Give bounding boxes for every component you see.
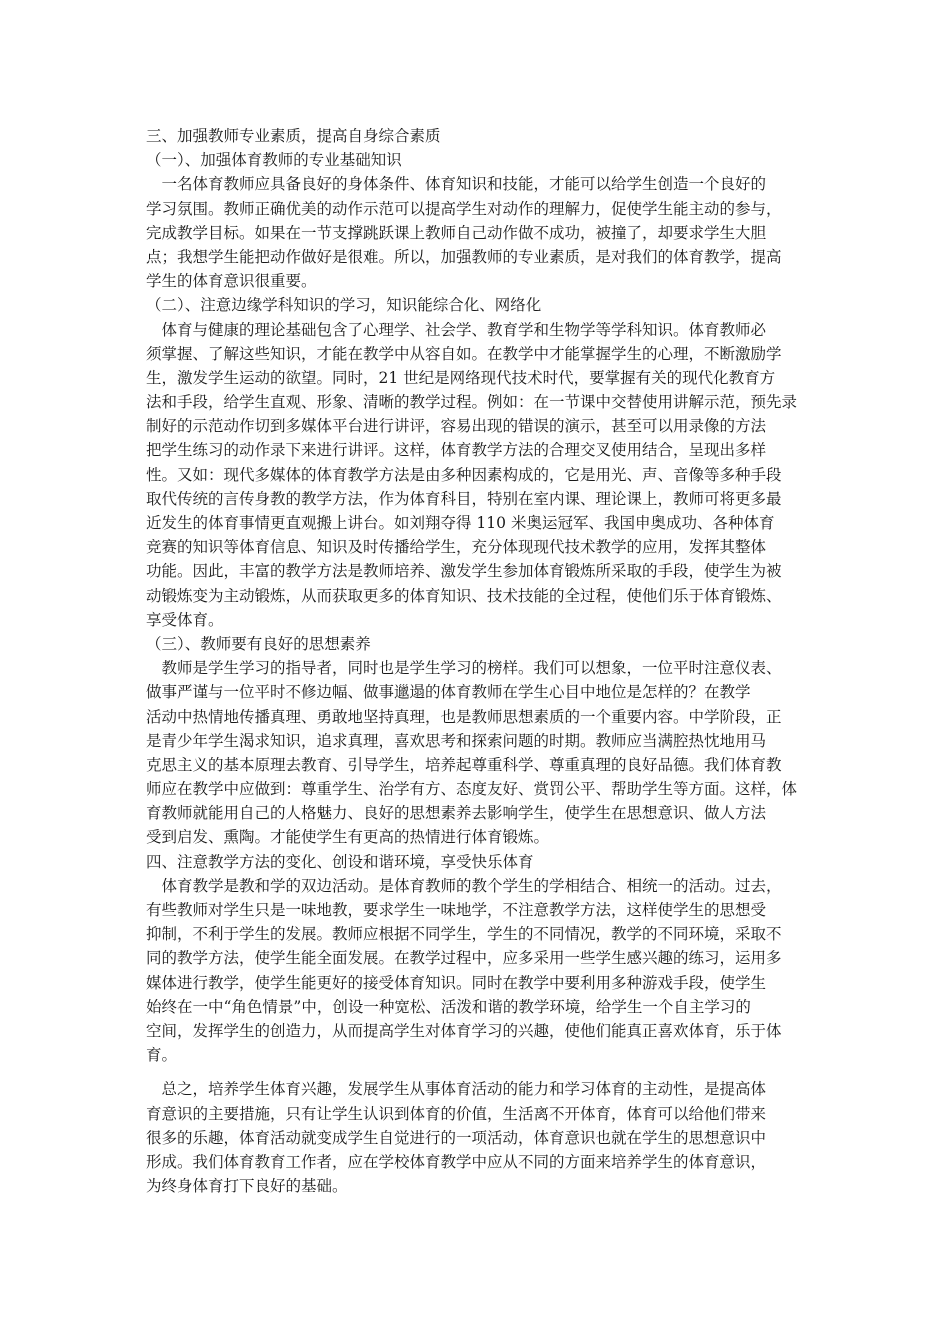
text-line: 功能。因此，丰富的教学方法是教师培养、激发学生参加体育锻炼所采取的手段，使学生为被 (146, 562, 782, 581)
text-line: 学习氛围。教师正确优美的动作示范可以提高学生对动作的理解力，促使学生能主动的参与， (146, 199, 782, 218)
text-line: 同的教学方法，使学生能全面发展。在教学过程中，应多采用一些学生感兴趣的练习，运用多 (146, 949, 782, 968)
paragraph (146, 656, 812, 850)
text-line: 总之，培养学生体育兴趣，发展学生从事体育活动的能力和学习体育的主动性，是提高体 (146, 1080, 767, 1099)
section-heading: 四、注意教学方法的变化、创设和谐环境，享受快乐体育 (146, 852, 534, 871)
text-line: 须掌握、了解这些知识，才能在教学中从容自如。在教学中才能掌握学生的心理，不断激励学 (146, 344, 782, 363)
paragraph (146, 874, 812, 1068)
paragraph-spacer (146, 1067, 812, 1077)
text-line: 体育与健康的理论基础包含了心理学、社会学、教育学和生物学等学科知识。体育教师必 (146, 320, 767, 339)
paragraph (146, 172, 812, 293)
subsection-heading: （三）、教师要有良好的思想素养 (146, 634, 371, 653)
text-line: 形成。我们体育教育工作者，应在学校体育教学中应从不同的方面来培养学生的体育意识， (146, 1152, 767, 1171)
text-line: 法和手段，给学生直观、形象、清晰的教学过程。例如：在一节课中交替使用讲解示范，预先录 (146, 393, 798, 412)
text-line: 点；我想学生能把动作做好是很难。所以，加强教师的专业素质，是对我们的体育教学，提高 (146, 247, 782, 266)
text-line: 很多的乐趣，体育活动就变成学生自觉进行的一项活动，体育意识也就在学生的思想意识中 (146, 1128, 767, 1147)
text-line: 受到启发、熏陶。才能使学生有更高的热情进行体育锻炼。 (146, 828, 550, 847)
paragraph (146, 1077, 812, 1198)
text-line: 享受体育。 (146, 610, 224, 629)
text-line: 始终在一中“角色情景”中，创设一种宽松、活泼和谐的教学环境，给学生一个自主学习的 (146, 997, 751, 1016)
text-line: 教师是学生学习的指导者，同时也是学生学习的榜样。我们可以想象，一位平时注意仪表、 (146, 659, 782, 678)
text-line: 制好的示范动作切到多媒体平台进行讲评，容易出现的错误的演示，甚至可以用录像的方法 (146, 417, 767, 436)
text-line: 完成教学目标。如果在一节支撑跳跃课上教师自己动作做不成功，被撞了，却要求学生大胆 (146, 223, 767, 242)
text-line: 育。 (146, 1046, 178, 1065)
text-line: 体育教学是教和学的双边活动。是体育教师的教个学生的学相结合、相统一的活动。过去， (146, 876, 782, 895)
text-line: 师应在教学中应做到：尊重学生、治学有方、态度友好、赏罚公平、帮助学生等方面。这样，体 (146, 780, 798, 799)
section-heading: 三、加强教师专业素质，提高自身综合素质 (146, 127, 441, 145)
text-line: 性。又如：现代多媒体的体育教学方法是由多种因素构成的，它是用光、声、音像等多种手段 (146, 465, 782, 484)
subsection-heading: （一）、加强体育教师的专业基础知识 (146, 151, 402, 170)
text-line: 活动中热情地传播真理、勇敢地坚持真理，也是教师思想素质的一个重要内容。中学阶段，正 (146, 707, 782, 726)
text-line: 把学生练习的动作录下来进行讲评。这样，体育教学方法的合理交叉使用结合，呈现出多样 (146, 441, 767, 460)
text-line: 育教师就能用自己的人格魅力、良好的思想素养去影响学生，使学生在思想意识、做人方法 (146, 804, 767, 823)
text-line: 抑制，不利于学生的发展。教师应根据不同学生，学生的不同情况，教学的不同环境，采取不 (146, 925, 782, 944)
text-line: 取代传统的言传身教的教学方法，作为体育科目，特别在室内课、理论课上，教师可将更多最 (146, 489, 782, 508)
text-line: 克思主义的基本原理去教育、引导学生，培养起尊重科学、尊重真理的良好品德。我们体育教 (146, 755, 782, 774)
text-line: 做事严谨与一位平时不修边幅、做事邋遢的体育教师在学生心目中地位是怎样的？在教学 (146, 683, 751, 702)
text-line: 学生的体育意识很重要。 (146, 272, 317, 291)
paragraph (146, 318, 812, 632)
text-line: 有些教师对学生只是一味地教，要求学生一味地学，不注意教学方法，这样使学生的思想受 (146, 901, 767, 919)
text-line: 竞赛的知识等体育信息、知识及时传播给学生，充分体现现代技术教学的应用，发挥其整体 (146, 538, 767, 557)
text-line: 动锻炼变为主动锻炼，从而获取更多的体育知识、技术技能的全过程，使他们乐于体育锻炼、 (146, 586, 782, 605)
text-line: 近发生的体育事情更直观搬上讲台。如刘翔夺得 110 米奥运冠军、我国申奥成功、各种体育 (146, 514, 775, 532)
text-line: 媒体进行教学，使学生能更好的接受体育知识。同时在教学中要利用多种游戏手段，使学生 (146, 973, 767, 992)
text-line: 生，激发学生运动的欲望。同时，21 世纪是网络现代技术时代，要掌握有关的现代化教育方 (146, 368, 776, 387)
document-page (146, 124, 812, 1198)
text-line: 一名体育教师应具备良好的身体条件、体育知识和技能，才能可以给学生创造一个良好的 (146, 175, 767, 194)
subsection-heading: （二）、注意边缘学科知识的学习，知识能综合化、网络化 (146, 296, 542, 315)
text-line: 为终身体育打下良好的基础。 (146, 1177, 348, 1196)
text-line: 是青少年学生渴求知识，追求真理，喜欢思考和探索问题的时期。教师应当满腔热忱地用马 (146, 731, 767, 750)
text-line: 空间，发挥学生的创造力，从而提高学生对体育学习的兴趣，使他们能真正喜欢体育，乐于体 (146, 1021, 782, 1040)
text-line: 育意识的主要措施，只有让学生认识到体育的价值，生活离不开体育，体育可以给他们带来 (146, 1104, 767, 1123)
